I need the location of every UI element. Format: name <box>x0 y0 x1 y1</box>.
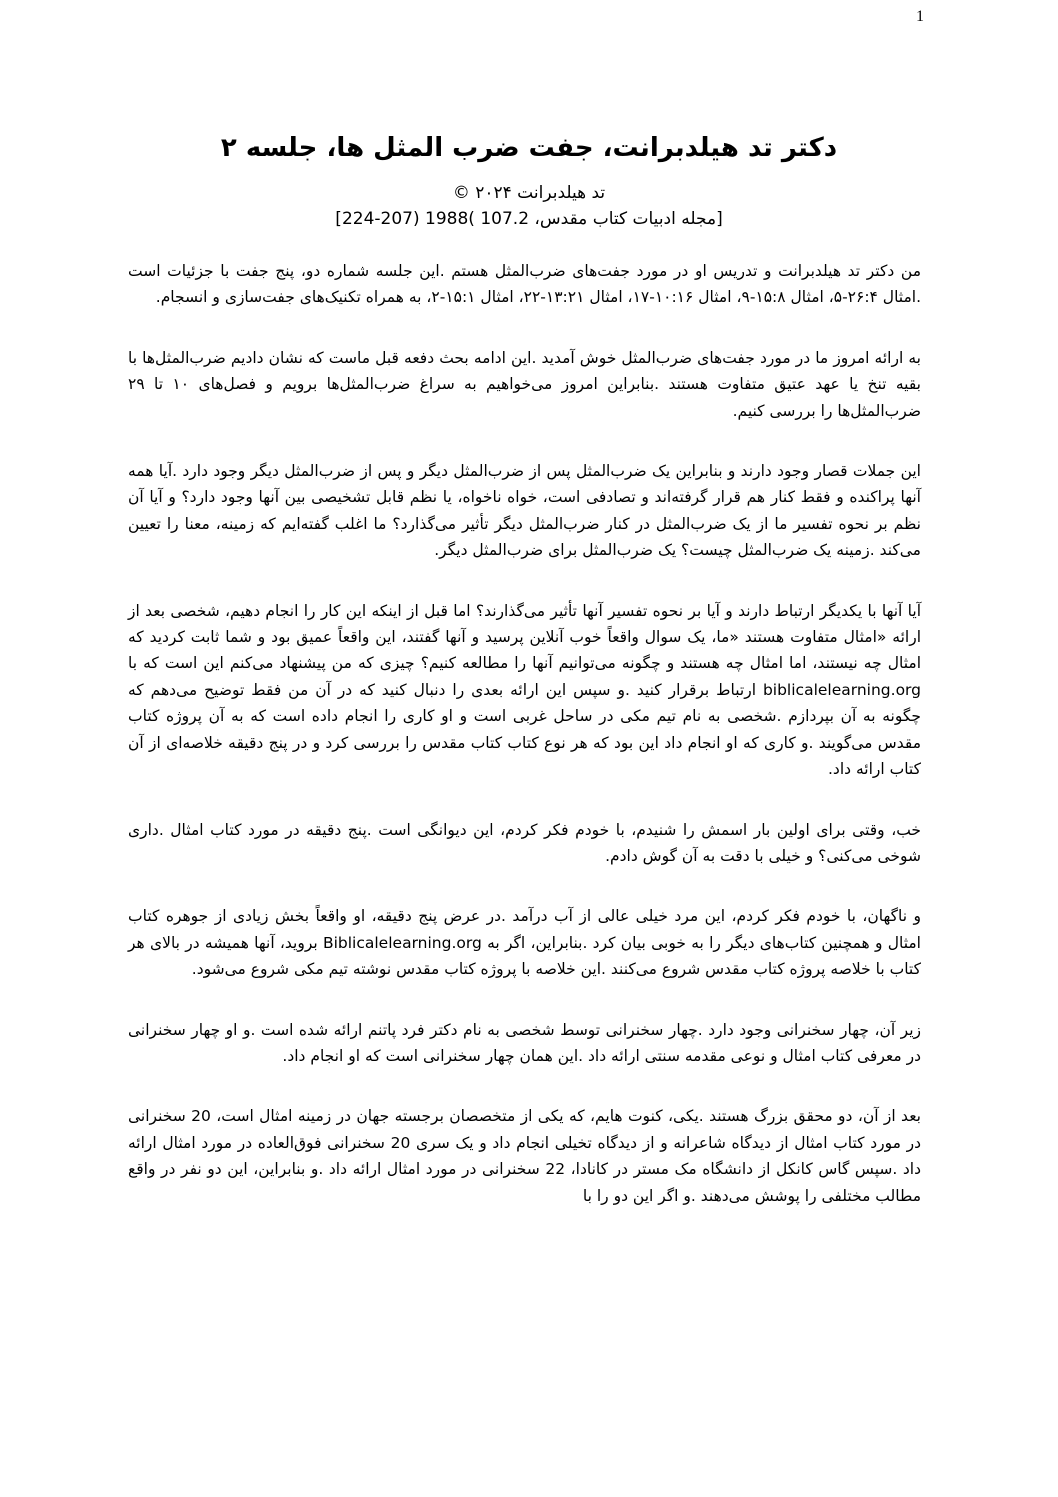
paragraph-5: خب، وقتی برای اولین بار اسمش را شنیدم، با خودم فکر کردم، این دیوانگی است .پنج دقیقه در مورد کتاب امثال .داری شوخی می‌کنی؟ و خیلی با دقت به آن گوش دادم. <box>128 820 921 865</box>
journal-citation: [مجله ادبیات کتاب مقدس، 107.2 )1988 (207-224] <box>335 209 723 229</box>
document-body <box>128 258 921 1243</box>
paragraph-4: آیا آنها با یکدیگر ارتباط دارند و آیا بر نحوه تفسیر آنها تأثیر می‌گذارند؟ اما قبل از اینکه این کار را انجام دهیم، شخصی بعد از ارائه «امثال متفاوت هستند «ما، یک سوال واقعاً خوب آنلاین پرسید و آنها گفتند، این واقعاً عمیق بود و شما ثابت کردید که امثال چه نیستند، اما امثال چه هستند و چگونه می‌توانیم آنها را مطالعه کنیم؟ چیزی که من پیشنهاد می‌کنم این است که با biblicalelearning.org ارتباط برقرار کنید .و سپس این ارائه بعدی را دنبال کنید که در آن من فقط توضیح می‌دهم که چگونه به آن بپردازم .شخصی به نام تیم مکی در ساحل غربی است و او کاری را انجام داده است که به آن پروژه کتاب مقدس می‌گویند .و کاری که او انجام داد این بود که هر نوع کتاب کتاب مقدس را بررسی کرد و در پنج دقیقه خلاصه‌ای از آن کتاب ارائه داد. <box>128 601 921 779</box>
document-header <box>0 130 1058 232</box>
paragraph-1: من دکتر تد هیلدبرانت و تدریس او در مورد جفت‌های ضرب‌المثل هستم .این جلسه شماره دو، پنج جفت با جزئیات است .امثال ۲۶:۴-۵، امثال ۱۵:۸-۹، امثال ۱۰:۱۶-۱۷، امثال ۱۳:۲۱-۲۲، امثال ۱۵:۱-۲، به همراه تکنیک‌های جفت‌سازی و انسجام. <box>128 262 921 307</box>
paragraph-8: بعد از آن، دو محقق بزرگ هستند .یکی، کنوت هایم، که یکی از متخصصان برجسته جهان در زمینه امثال است، 20 سخنرانی در مورد کتاب امثال از دیدگاه شاعرانه و از دیدگاه تخیلی انجام داد و یک سری 20 سخنرانی فوق‌العاده در مورد امثال ارائه داد .سپس گاس کانکل از دانشگاه مک مستر در کانادا، 22 سخنرانی در مورد امثال ارائه داد .و بنابراین، این دو نفر در واقع مطالب مختلفی را پوشش می‌دهند .و اگر این دو را با <box>128 1107 921 1205</box>
document-title: دکتر تد هیلدبرانت، جفت ضرب المثل ها، جلسه ۲ <box>220 133 838 163</box>
copyright-line: تد هیلدبرانت ۲۰۲۴ © <box>452 183 606 203</box>
paragraph-3: این جملات قصار وجود دارند و بنابراین یک ضرب‌المثل پس از ضرب‌المثل دیگر و پس از ضرب‌المثل دیگر وجود دارد .آیا همه آنها پراکنده و فقط کنار هم قرار گرفته‌اند و تصادفی است، خواه ناخواه، یا نظم قابل تشخیصی بین آنها وجود دارد؟ و آیا آن نظم بر نحوه تفسیر ما از یک ضرب‌المثل در کنار ضرب‌المثل دیگر تأثیر می‌گذارد؟ ما اغلب گفته‌ایم که زمینه، معنا را تعیین می‌کند .زمینه یک ضرب‌المثل چیست؟ یک ضرب‌المثل برای ضرب‌المثل دیگر. <box>128 462 921 560</box>
paragraph-6: و ناگهان، با خودم فکر کردم، این مرد خیلی عالی از آب درآمد .در عرض پنج دقیقه، او واقعاً بخش زیادی از جوهره کتاب امثال و همچنین کتاب‌های دیگر را به خوبی بیان کرد .بنابراین، اگر به Biblicalelearning.org بروید، آنها همیشه در بالای هر کتاب با خلاصه پروژه کتاب مقدس شروع می‌کنند .این خلاصه با پروژه کتاب مقدس نوشته تیم مکی شروع می‌شود. <box>128 907 921 979</box>
paragraph-7: زیر آن، چهار سخنرانی وجود دارد .چهار سخنرانی توسط شخصی به نام دکتر فرد پاتنم ارائه شده است .و او چهار سخنرانی در معرفی کتاب امثال و نوعی مقدمه سنتی ارائه داد .این همان چهار سخنرانی است که او انجام داد. <box>128 1020 921 1065</box>
page-number: 1 <box>916 8 924 25</box>
paragraph-2: به ارائه امروز ما در مورد جفت‌های ضرب‌المثل خوش آمدید .این ادامه بحث دفعه قبل ماست که نشان دادیم ضرب‌المثل‌ها با بقیه تنخ یا عهد عتیق متفاوت هستند .بنابراین امروز می‌خواهیم به سراغ ضرب‌المثل‌ها برویم و فصل‌های ۱۰ تا ۲۹ ضرب‌المثل‌ها را بررسی کنیم. <box>128 348 921 420</box>
